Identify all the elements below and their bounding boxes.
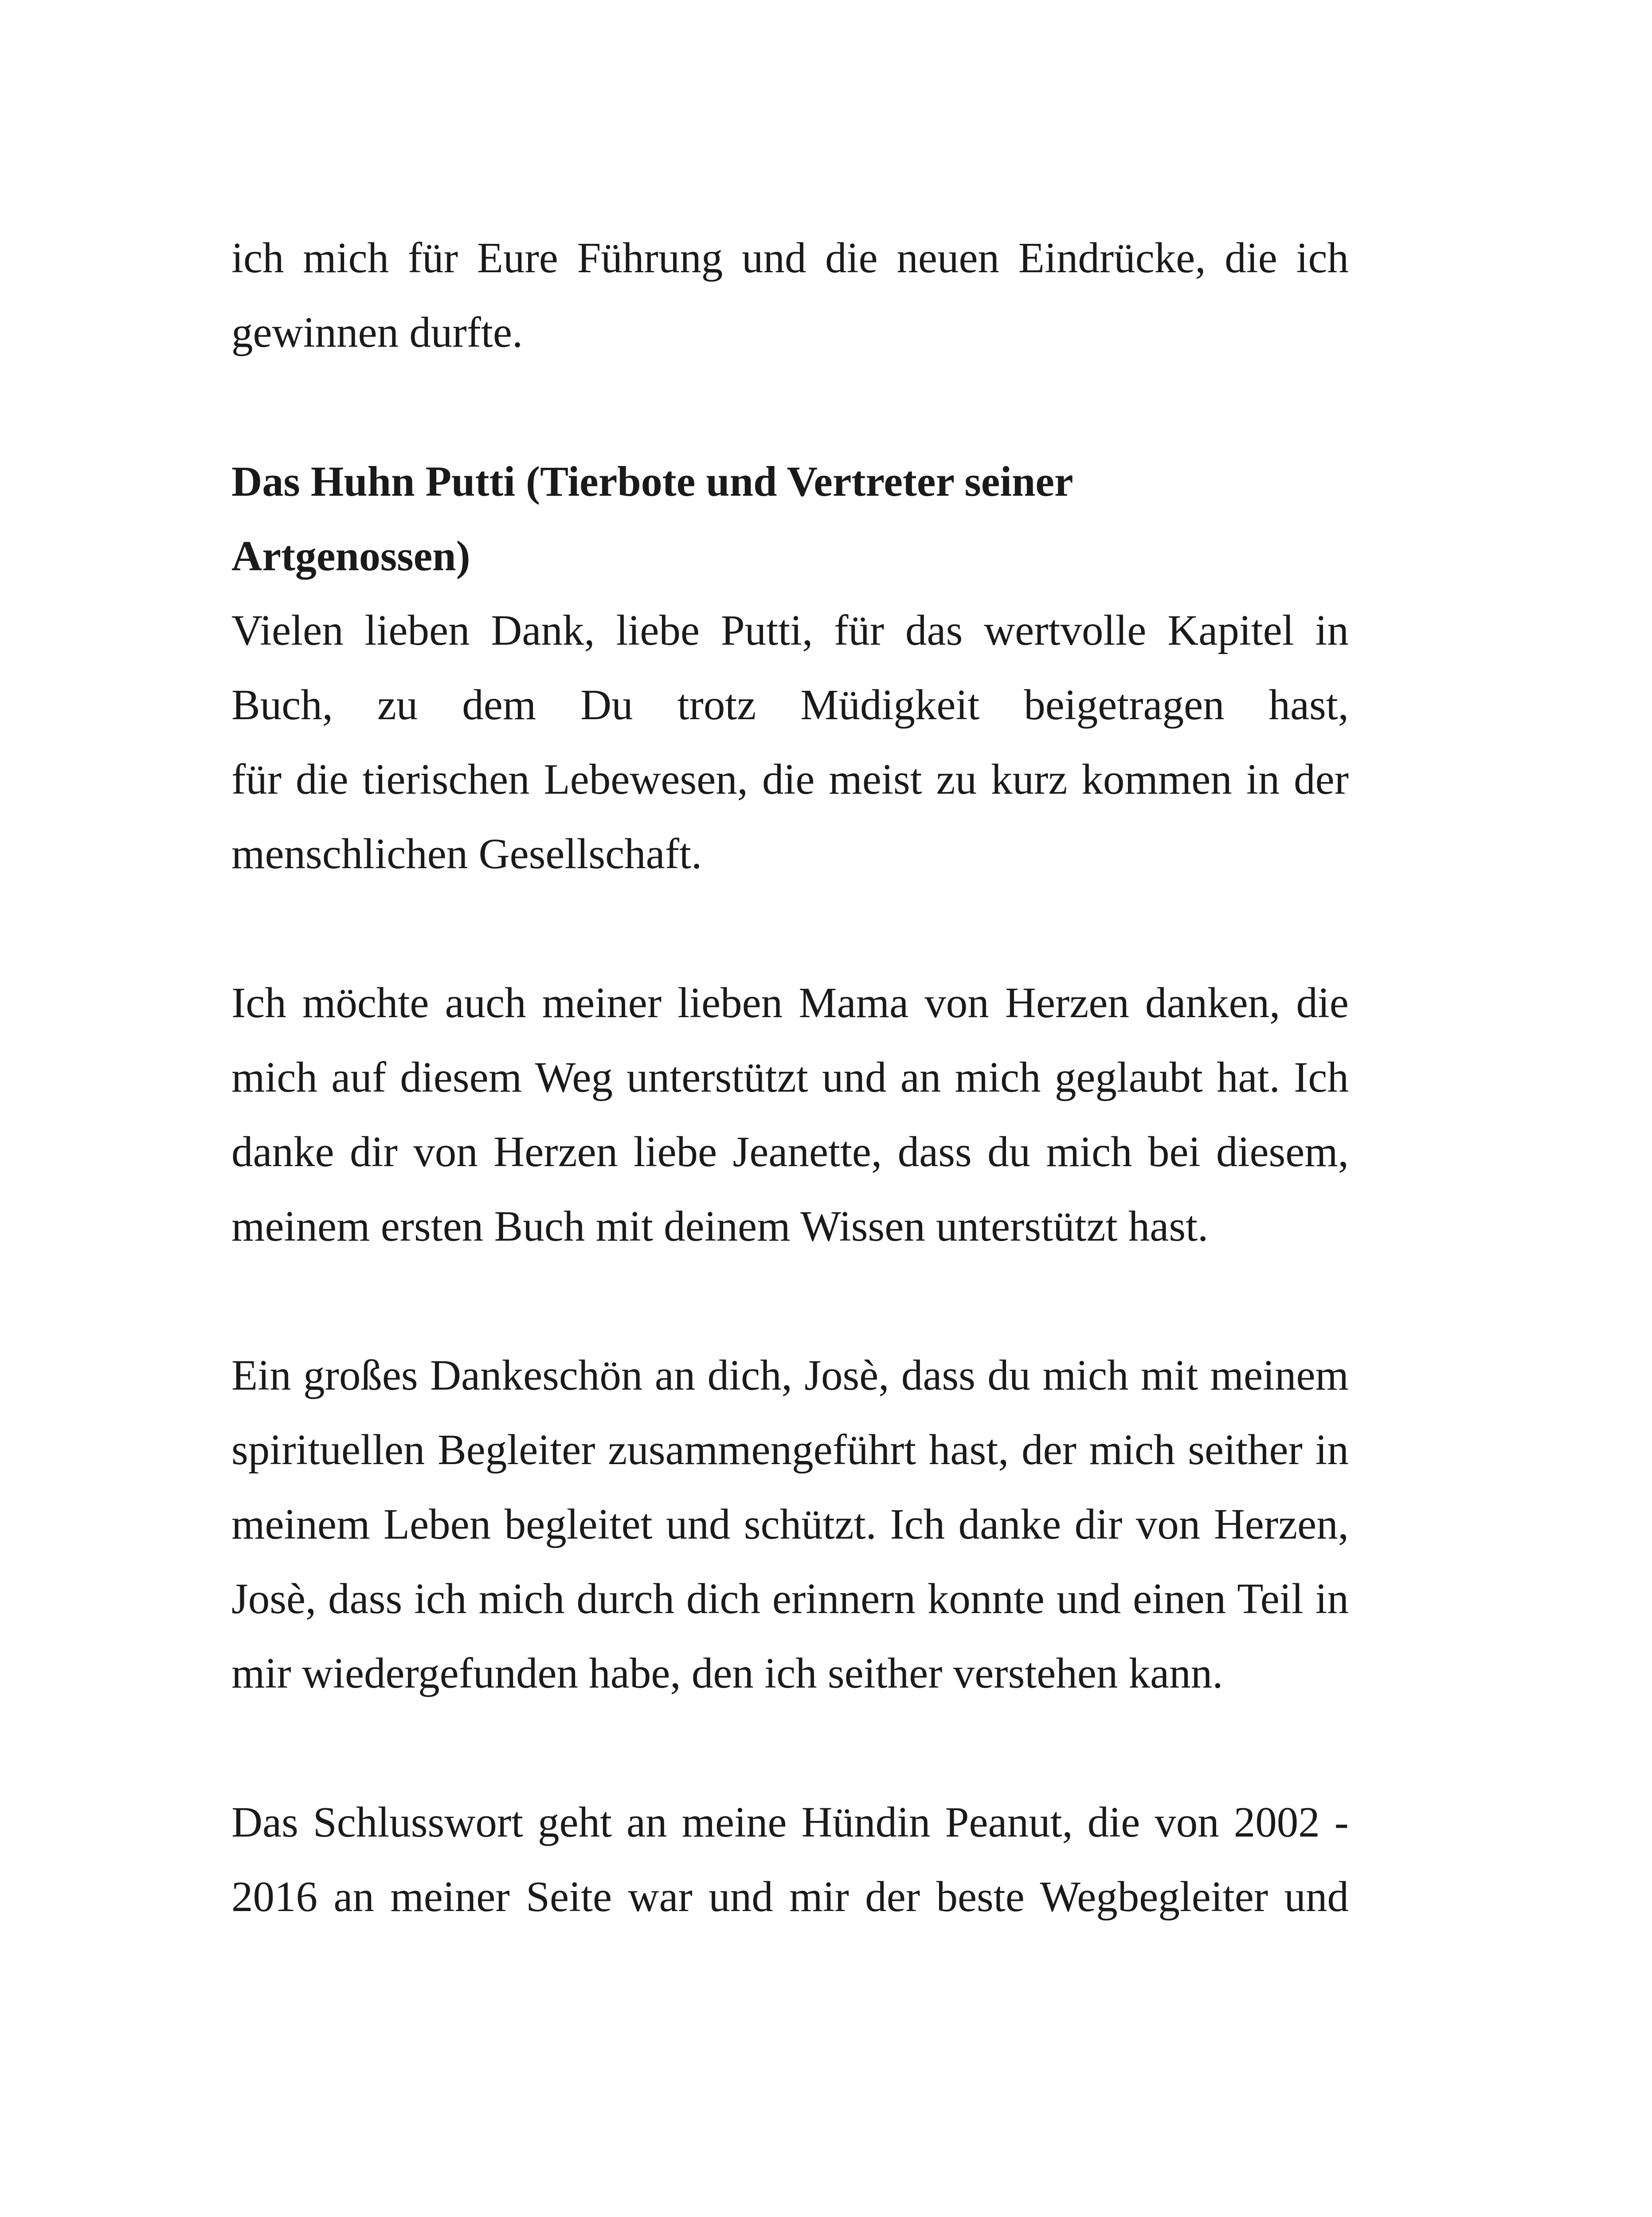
text-line: 2016 an meiner Seite war und mir der beste Wegbegleiter und [231, 1873, 1349, 1920]
paragraph-peanut-closing [231, 1785, 1349, 1934]
heading-line: Artgenossen) [231, 532, 470, 580]
text-line: ich mich für Eure Führung und die neuen Eindrücke, die ich [231, 234, 1349, 282]
heading-line: Das Huhn Putti (Tierbote und Vertreter seiner [231, 458, 1073, 505]
text-line: gewinnen durfte. [231, 309, 523, 356]
section-heading [231, 444, 1349, 593]
text-line: mich auf diesem Weg unterstützt und an mich geglaubt hat. Ich [231, 1054, 1349, 1101]
text-line: Buch, zu dem Du trotz Müdigkeit beigetragen hast, [231, 681, 1349, 729]
text-line: Josè, dass ich mich durch dich erinnern konnte und einen Teil in [231, 1575, 1349, 1622]
text-line: danke dir von Herzen liebe Jeanette, dass du mich bei diesem, [231, 1128, 1349, 1175]
text-line: meinem Leben begleitet und schützt. Ich danke dir von Herzen, [231, 1500, 1349, 1548]
paragraph-putti-thanks [231, 593, 1349, 891]
text-line: spirituellen Begleiter zusammengeführt hast, der mich seither in [231, 1426, 1349, 1473]
text-line: menschlichen Gesellschaft. [231, 830, 702, 877]
text-line: Vielen lieben Dank, liebe Putti, für das wertvolle Kapitel in [231, 607, 1349, 654]
text-line: Ein großes Dankeschön an dich, Josè, dass du mich mit meinem [231, 1351, 1349, 1399]
text-line: Ich möchte auch meiner lieben Mama von Herzen danken, die [231, 979, 1349, 1026]
body-text [231, 221, 1349, 1934]
text-line: meinem ersten Buch mit deinem Wissen unterstützt hast. [231, 1203, 1209, 1250]
text-line: für die tierischen Lebewesen, die meist zu kurz kommen in der [231, 756, 1349, 803]
paragraph-jose-thanks [231, 1338, 1349, 1711]
paragraph-intro-continued [231, 221, 1349, 370]
text-line: Das Schlusswort geht an meine Hündin Peanut, die von 2002 - [231, 1798, 1349, 1846]
text-line: mir wiedergefunden habe, den ich seither verstehen kann. [231, 1649, 1223, 1697]
paragraph-mama-jeanette-thanks [231, 966, 1349, 1264]
